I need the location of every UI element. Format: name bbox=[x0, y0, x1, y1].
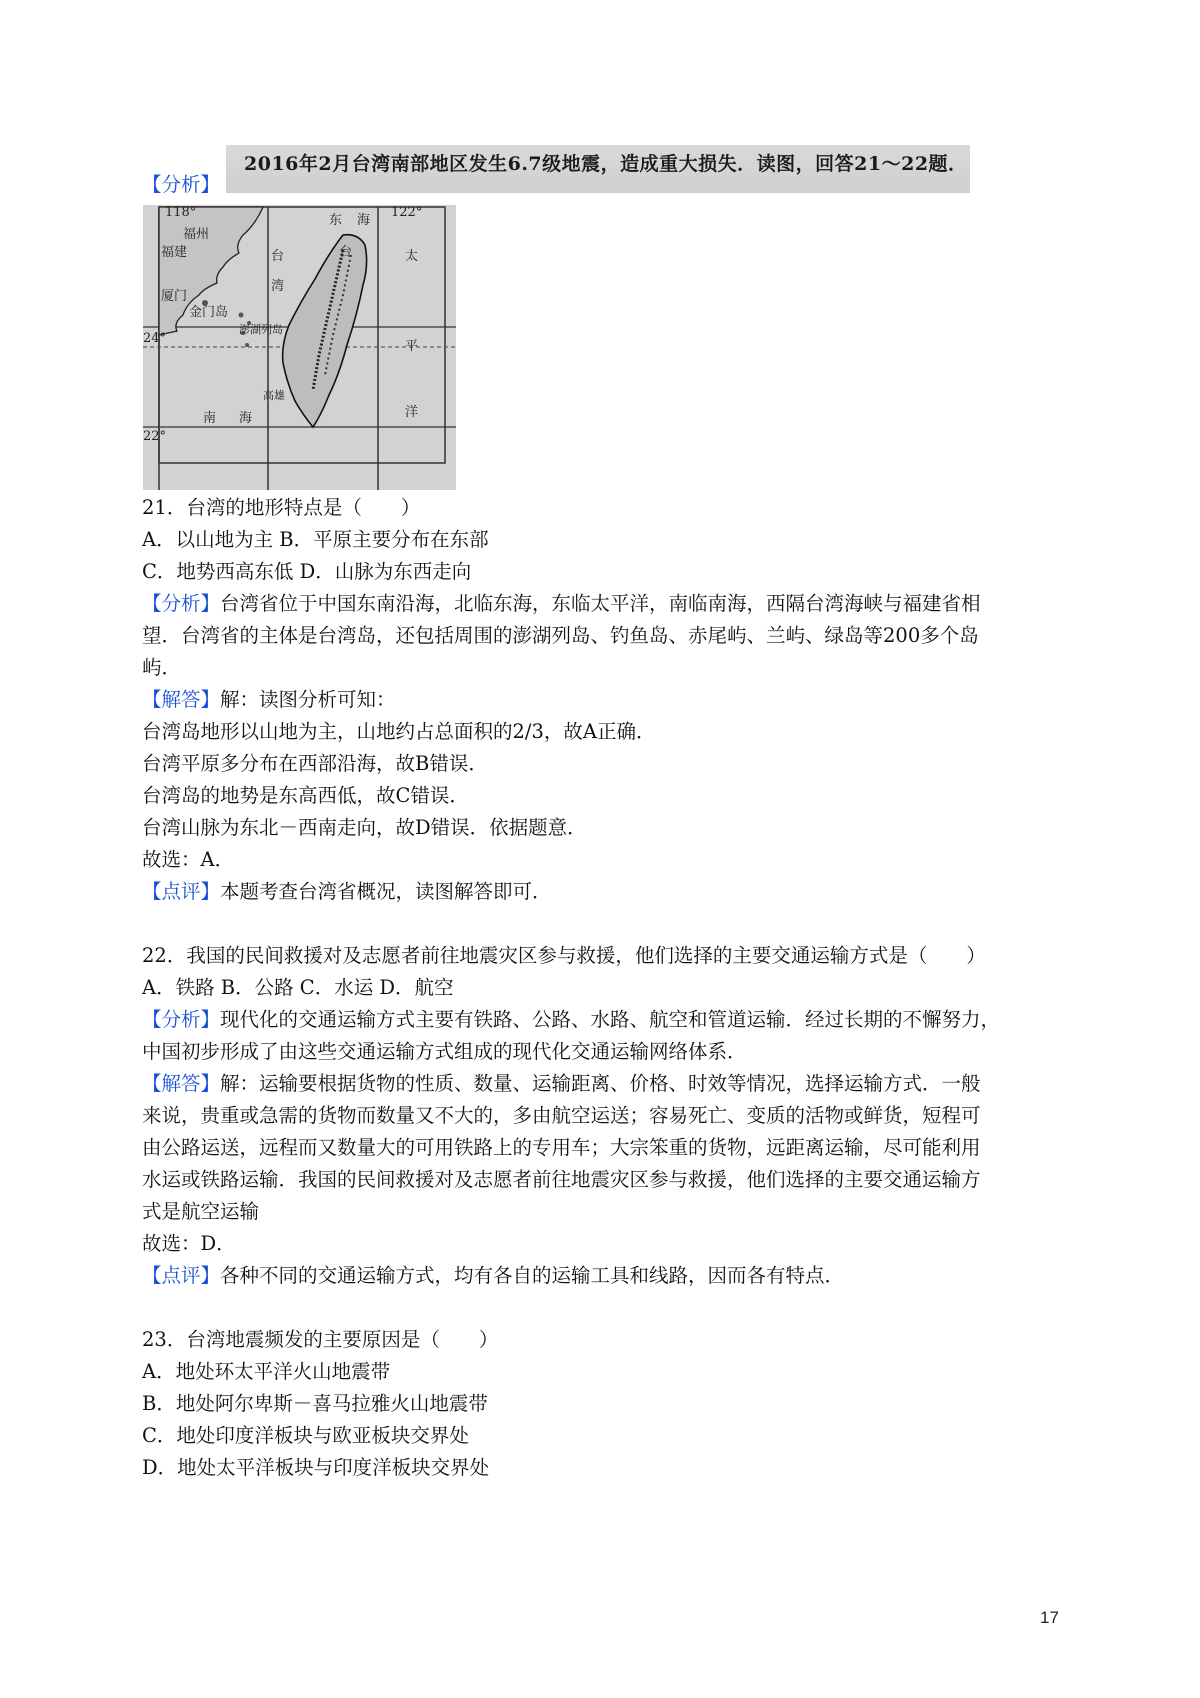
q23-option-b: B．地处阿尔卑斯－喜马拉雅火山地震带 bbox=[142, 1392, 488, 1415]
analysis-text: 台湾省位于中国东南沿海，北临东海，东临太平洋，南临南海，西隔台湾海峡与福建省相 bbox=[220, 592, 981, 615]
q23-stem: 23．台湾地震频发的主要原因是（ ） bbox=[142, 1328, 499, 1351]
q21-answer-line-3: 台湾平原多分布在西部沿海，故B错误． bbox=[142, 752, 488, 775]
intro-line bbox=[142, 169, 220, 201]
page-number: 17 bbox=[1040, 1608, 1059, 1627]
q21-analysis-line-1 bbox=[142, 588, 981, 620]
q22-answer-line-5: 式是航空运输 bbox=[142, 1200, 260, 1223]
review-tag: 【点评】 bbox=[142, 1264, 221, 1287]
q22-stem: 22．我国的民间救援对及志愿者前往地震灾区参与救援，他们选择的主要交通运输方式是（ ） bbox=[142, 944, 986, 967]
q22-review bbox=[142, 1260, 844, 1292]
label-yang: 洋 bbox=[405, 405, 419, 420]
analysis-tag: 【分析】 bbox=[142, 592, 221, 615]
label-lat24: 24° bbox=[143, 331, 167, 346]
q21-choice: 故选：A． bbox=[142, 848, 235, 871]
label-tai2: 台 bbox=[339, 245, 353, 260]
answer-tag: 【解答】 bbox=[142, 688, 221, 711]
q22-options: A．铁路 B．公路 C．水运 D．航空 bbox=[142, 976, 454, 999]
q21-answer-line-1 bbox=[142, 684, 396, 716]
q23-option-c: C．地处印度洋板块与欧亚板块交界处 bbox=[142, 1424, 469, 1447]
scanned-header-text: 2016年2月台湾南部地区发生6.7级地震，造成重大损失．读图，回答21～22题． bbox=[244, 153, 968, 175]
label-hai: 海 bbox=[357, 213, 371, 228]
label-wan: 湾 bbox=[271, 279, 285, 294]
review-text: 各种不同的交通运输方式，均有各自的运输工具和线路，因而各有特点． bbox=[220, 1264, 845, 1287]
answer-tag: 【解答】 bbox=[142, 1072, 221, 1095]
label-hai2: 海 bbox=[239, 411, 253, 426]
label-fujian: 福建 bbox=[161, 245, 188, 260]
label-penghu: 澎湖列岛 bbox=[239, 323, 283, 336]
label-lon118: 118° bbox=[165, 205, 197, 220]
label-tai: 台 bbox=[271, 249, 285, 264]
analysis-tag: 【分析】 bbox=[142, 1008, 221, 1031]
q21-analysis-line-3: 屿． bbox=[142, 656, 182, 679]
q21-options-cd: C．地势西高东低 D．山脉为东西走向 bbox=[142, 560, 472, 583]
q21-answer-line-2: 台湾岛地形以山地为主，山地约占总面积的2/3，故A正确． bbox=[142, 720, 656, 743]
answer-text: 解：读图分析可知： bbox=[220, 688, 396, 711]
label-gaoxiong: 高雄 bbox=[263, 389, 285, 402]
q21-analysis-line-2: 望．台湾省的主体是台湾岛，还包括周围的澎湖列岛、钓鱼岛、赤尾屿、兰屿、绿岛等200多个岛 bbox=[142, 624, 979, 647]
label-lat22: 22° bbox=[143, 429, 167, 444]
review-text: 本题考查台湾省概况，读图解答即可． bbox=[220, 880, 552, 903]
q21-review bbox=[142, 876, 552, 908]
q22-answer-line-3: 由公路运送，远程而又数量大的可用铁路上的专用车；大宗笨重的货物，远距离运输，尽可能利用 bbox=[142, 1136, 981, 1159]
q23-option-a: A．地处环太平洋火山地震带 bbox=[142, 1360, 391, 1383]
q22-analysis-line-2: 中国初步形成了由这些交通运输方式组成的现代化交通运输网络体系． bbox=[142, 1040, 747, 1063]
label-jinmen: 金门岛 bbox=[189, 305, 229, 320]
label-ping: 平 bbox=[405, 339, 419, 354]
answer-text: 解：运输要根据货物的性质、数量、运输距离、价格、时效等情况，选择运输方式．一般 bbox=[220, 1072, 981, 1095]
analysis-text: 现代化的交通运输方式主要有铁路、公路、水路、航空和管道运输．经过长期的不懈努力， bbox=[220, 1008, 1001, 1031]
q21-stem: 21．台湾的地形特点是（ ） bbox=[142, 496, 421, 519]
scanned-question-header bbox=[226, 145, 970, 193]
label-xiamen: 厦门 bbox=[161, 289, 188, 304]
q23-option-d: D．地处太平洋板块与印度洋板块交界处 bbox=[142, 1456, 490, 1479]
label-fuzhou: 福州 bbox=[183, 227, 210, 242]
q22-choice: 故选：D． bbox=[142, 1232, 236, 1255]
label-lon122: 122° bbox=[391, 205, 423, 220]
label-tai3: 太 bbox=[405, 249, 419, 264]
q22-answer-line-2: 来说，贵重或急需的货物而数量又不大的，多由航空运送；容易死亡、变质的活物或鲜货，短程可 bbox=[142, 1104, 981, 1127]
q21-answer-line-5: 台湾山脉为东北－西南走向，故D错误．依据题意． bbox=[142, 816, 587, 839]
analysis-tag: 【分析】 bbox=[142, 173, 221, 196]
label-nan: 南 bbox=[203, 411, 217, 426]
taiwan-map bbox=[143, 205, 456, 490]
review-tag: 【点评】 bbox=[142, 880, 221, 903]
q21-options-ab: A．以山地为主 B．平原主要分布在东部 bbox=[142, 528, 489, 551]
q22-answer-line-1 bbox=[142, 1068, 981, 1100]
q22-analysis-line-1 bbox=[142, 1004, 1000, 1036]
q22-answer-line-4: 水运或铁路运输．我国的民间救援对及志愿者前往地震灾区参与救援，他们选择的主要交通运输方 bbox=[142, 1168, 981, 1191]
label-dong: 东 bbox=[329, 213, 343, 228]
q21-answer-line-4: 台湾岛的地势是东高西低，故C错误． bbox=[142, 784, 469, 807]
